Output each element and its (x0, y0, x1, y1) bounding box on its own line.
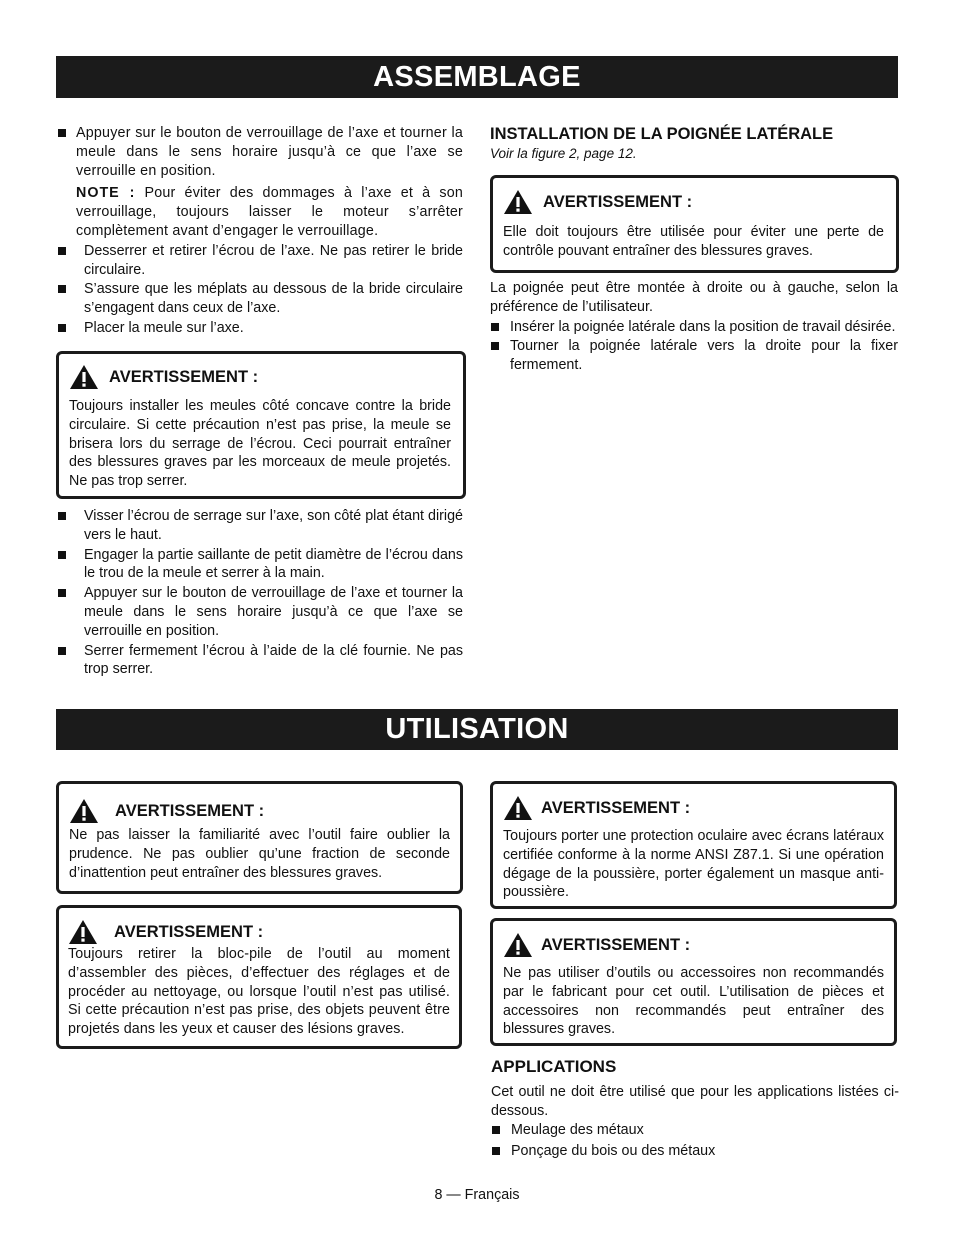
bullet-list (491, 1121, 899, 1161)
warning-text: Ne pas laisser la familiarité avec l’outil faire oublier la prudence. Ne pas oublier qu’une fraction de seconde d’inattention peut entraîner des blessures graves. (69, 827, 450, 881)
warning-triangle-icon (503, 795, 533, 821)
list-item: Meulage des métaux (491, 1121, 899, 1140)
list-item: Appuyer sur le bouton de verrouillage de l’axe et tourner la meule dans le sens horaire jusqu’à ce que l’axe se verrouille en position. (56, 584, 463, 640)
warning-box (490, 175, 899, 273)
warning-header (503, 932, 884, 958)
bullet-list (56, 242, 463, 338)
section-title: ASSEMBLAGE (373, 61, 581, 93)
list-item: S’assure que les méplats au dessous de la bride circulaire s’engagent dans ceux de l’axe. (56, 280, 463, 318)
warning-header (68, 919, 450, 945)
warning-title: AVERTISSEMENT : (543, 192, 693, 211)
warning-box (56, 351, 466, 499)
section-heading: APPLICATIONS (491, 1057, 617, 1076)
section-heading: INSTALLATION DE LA POIGNÉE LATÉRALE (490, 125, 834, 143)
warning-box (56, 781, 463, 894)
warning-text: Toujours retirer la bloc-pile de l’outil au moment d’assembler des pièces, d’effectuer des réglages et de procéder au nettoyage, ou lorsque l’outil n’est pas utilisé. Si cette précaution n’est pas prise, des objets peuvent être projetés dans les yeux et causer des lésions graves. (68, 946, 450, 1038)
warning-text: Toujours porter une protection oculaire avec écrans latéraux certifiée conforme à la norme ANSI Z87.1. Si une opération dégage de la poussière, porter également un masque anti-poussière. (503, 828, 884, 901)
warning-header (503, 795, 884, 821)
assemblage-right-column (490, 125, 898, 164)
warning-title: AVERTISSEMENT : (109, 367, 259, 386)
section-title: UTILISATION (385, 713, 569, 745)
bullet-list (56, 124, 463, 180)
note-paragraph (56, 184, 463, 240)
warning-header (69, 364, 451, 390)
warning-triangle-icon (68, 919, 98, 945)
list-item: Engager la partie saillante de petit diamètre de l’écrou dans le trou de la meule et serrer à la main. (56, 546, 463, 584)
list-item: Serrer fermement l’écrou à l’aide de la clé fournie. Ne pas trop serrer. (56, 642, 463, 680)
bullet-list (490, 318, 898, 375)
warning-triangle-icon (503, 932, 533, 958)
list-item: Appuyer sur le bouton de verrouillage de l’axe et tourner la meule dans le sens horaire jusqu’à ce que l’axe se verrouille en position. (56, 124, 463, 180)
warning-title: AVERTISSEMENT : (114, 922, 264, 941)
warning-title: AVERTISSEMENT : (541, 935, 691, 954)
page-footer: 8 — Français (434, 1187, 520, 1203)
body-paragraph: La poignée peut être montée à droite ou à gauche, selon la préférence de l’utilisateur. (490, 280, 898, 315)
warning-text: Ne pas utiliser d’outils ou accessoires non recommandés par le fabricant pour cet outil. L’utilisation de pièces et accessoires non recommandés peut entraîner des blessures graves. (503, 965, 884, 1038)
list-item: Visser l’écrou de serrage sur l’axe, son côté plat étant dirigé vers le haut. (56, 507, 463, 545)
warning-header (69, 798, 450, 824)
warning-header (503, 189, 884, 215)
figure-reference: Voir la figure 2, page 12. (490, 145, 637, 161)
warning-box (490, 918, 897, 1046)
warning-title: AVERTISSEMENT : (541, 798, 691, 817)
list-item: Desserrer et retirer l’écrou de l’axe. Ne pas retirer le bride circulaire. (56, 242, 463, 280)
warning-box (56, 905, 462, 1049)
bullet-list (56, 507, 463, 679)
note-label: NOTE : (76, 185, 136, 202)
applications-section (491, 1058, 899, 1162)
assemblage-right-column-lower (490, 279, 898, 376)
warning-box (490, 781, 897, 909)
section-banner-utilisation (56, 709, 898, 750)
warning-text: Toujours installer les meules côté concave contre la bride circulaire. Si cette précaution n’est pas prise, la meule se brisera lors du serrage de l’écrou. Ceci pourrait entraîner des blessures graves par les morceaux de meule projetés. Ne pas trop serrer. (69, 398, 451, 490)
body-paragraph: Cet outil ne doit être utilisé que pour les applications listées ci-dessous. (491, 1083, 899, 1119)
warning-title: AVERTISSEMENT : (115, 801, 265, 820)
list-item: Tourner la poignée latérale vers la droite pour la fixer fermement. (490, 337, 898, 375)
warning-text: Elle doit toujours être utilisée pour éviter une perte de contrôle pouvant entraîner des blessures graves. (503, 224, 884, 259)
section-banner-assemblage (56, 56, 898, 98)
list-item: Placer la meule sur l’axe. (56, 319, 463, 338)
assemblage-left-column (56, 124, 463, 339)
warning-triangle-icon (503, 189, 533, 215)
list-item: Insérer la poignée latérale dans la position de travail désirée. (490, 318, 898, 337)
warning-triangle-icon (69, 364, 99, 390)
warning-triangle-icon (69, 798, 99, 824)
list-item: Ponçage du bois ou des métaux (491, 1142, 899, 1161)
assemblage-left-column-lower (56, 507, 463, 680)
note-text: Pour éviter des dommages à l’axe et à son verrouillage, toujours laisser le moteur s’arrêter complètement avant d’engager le verrouillage. (76, 185, 463, 239)
